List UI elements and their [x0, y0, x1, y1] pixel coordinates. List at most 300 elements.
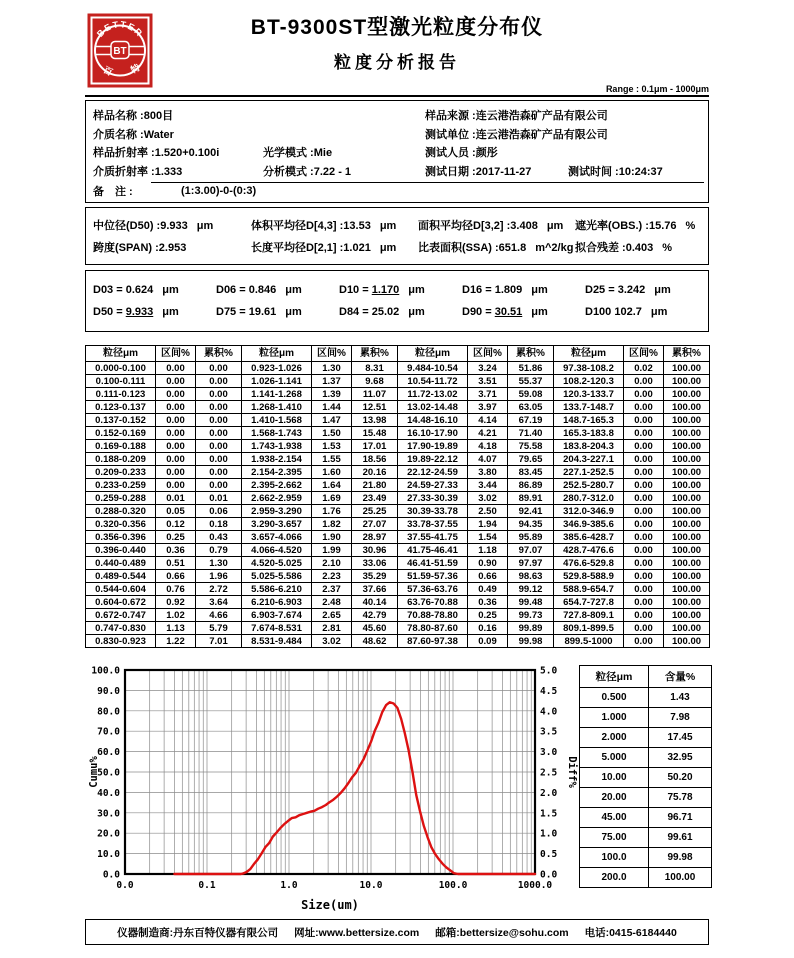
dist-cell-interval: 0.00 — [156, 427, 196, 440]
dist-cell-range: 30.39-33.78 — [398, 505, 468, 518]
x-tick: 10.0 — [359, 880, 383, 891]
bettersize-logo — [87, 13, 153, 88]
dist-cell-range: 70.88-78.80 — [398, 609, 468, 622]
dist-cell-interval: 0.00 — [624, 570, 664, 583]
dist-cell-interval: 0.00 — [624, 479, 664, 492]
dist-cell-range: 0.672-0.747 — [86, 609, 156, 622]
field-medium-ri: 介质折射率 :1.333 — [93, 165, 183, 178]
dist-cell-range: 57.36-63.76 — [398, 583, 468, 596]
percentile-d25: D25 = 3.242 μm — [585, 284, 671, 296]
dist-cell-cumulative: 0.00 — [196, 479, 242, 492]
dist-cell-cumulative: 1.30 — [196, 557, 242, 570]
dist-row — [86, 518, 710, 531]
dist-cell-interval: 3.02 — [312, 635, 352, 648]
footer-item: 仪器制造商:丹东百特仪器有限公司 — [117, 926, 279, 939]
dist-cell-interval: 0.90 — [468, 557, 508, 570]
content-header-percent: 含量% — [649, 666, 712, 688]
report-subtitle: 粒度分析报告 — [334, 53, 460, 72]
percentile-d84: D84 = 25.02 μm — [339, 306, 425, 318]
dist-cell-cumulative: 100.00 — [664, 492, 710, 505]
dist-row — [86, 557, 710, 570]
dist-cell-interval: 0.00 — [156, 440, 196, 453]
y-left-axis-label: Cumu% — [88, 756, 100, 788]
dist-header-cumulative: 累积% — [196, 346, 242, 362]
dist-cell-range: 0.356-0.396 — [86, 531, 156, 544]
dist-row — [86, 427, 710, 440]
dist-cell-interval: 1.13 — [156, 622, 196, 635]
dist-cell-cumulative: 23.49 — [352, 492, 398, 505]
dist-cell-interval: 0.92 — [156, 596, 196, 609]
dist-cell-range: 7.674-8.531 — [242, 622, 312, 635]
dist-cell-interval: 4.18 — [468, 440, 508, 453]
dist-cell-interval: 1.82 — [312, 518, 352, 531]
logo-arc-text: BETTER — [94, 19, 146, 39]
dist-cell-interval: 0.05 — [156, 505, 196, 518]
y-left-tick: 10.0 — [97, 849, 120, 861]
dist-cell-interval: 0.00 — [624, 518, 664, 531]
dist-cell-interval: 0.00 — [156, 453, 196, 466]
dist-row — [86, 479, 710, 492]
dist-row — [86, 440, 710, 453]
dist-cell-range: 148.7-165.3 — [554, 414, 624, 427]
dist-cell-range: 108.2-120.3 — [554, 375, 624, 388]
dist-cell-interval: 2.81 — [312, 622, 352, 635]
x-tick: 1.0 — [280, 880, 298, 891]
dist-cell-cumulative: 51.86 — [508, 362, 554, 375]
percentile-d90: D90 = 30.51 μm — [462, 306, 548, 318]
dist-cell-range: 6.210-6.903 — [242, 596, 312, 609]
dist-row — [86, 362, 710, 375]
dist-cell-interval: 2.23 — [312, 570, 352, 583]
field-d32: 面积平均径D[3,2] :3.408 μm — [418, 220, 564, 232]
field-test-unit: 测试单位 :连云港浩森矿产品有限公司 — [425, 128, 608, 141]
field-analysis-mode: 分析模式 :7.22 - 1 — [263, 165, 352, 178]
dist-cell-interval: 2.48 — [312, 596, 352, 609]
y-left-tick: 30.0 — [97, 808, 120, 820]
dist-cell-cumulative: 21.80 — [352, 479, 398, 492]
dist-cell-cumulative: 71.40 — [508, 427, 554, 440]
dist-cell-interval: 0.00 — [624, 414, 664, 427]
dist-cell-cumulative: 100.00 — [664, 453, 710, 466]
report-title: BT-9300ST型激光粒度分布仪 — [250, 16, 544, 39]
dist-header-interval: 区间% — [624, 346, 664, 362]
content-table — [579, 665, 712, 888]
dist-cell-range: 183.8-204.3 — [554, 440, 624, 453]
dist-cell-interval: 1.99 — [312, 544, 352, 557]
dist-cell-range: 0.604-0.672 — [86, 596, 156, 609]
dist-cell-cumulative: 100.00 — [664, 440, 710, 453]
dist-cell-range: 1.141-1.268 — [242, 388, 312, 401]
dist-cell-cumulative: 99.89 — [508, 622, 554, 635]
dist-cell-cumulative: 18.56 — [352, 453, 398, 466]
dist-cell-interval: 0.00 — [624, 609, 664, 622]
dist-header-interval: 区间% — [312, 346, 352, 362]
content-row — [580, 748, 712, 768]
field-obscuration: 遮光率(OBS.) :15.76 % — [575, 220, 696, 232]
dist-cell-range: 0.169-0.188 — [86, 440, 156, 453]
content-row — [580, 708, 712, 728]
dist-cell-range: 120.3-133.7 — [554, 388, 624, 401]
dist-cell-cumulative: 98.63 — [508, 570, 554, 583]
distribution-table — [85, 345, 710, 648]
dist-cell-interval: 1.94 — [468, 518, 508, 531]
dist-cell-interval: 1.02 — [156, 609, 196, 622]
header-divider — [85, 95, 709, 97]
dist-cell-interval: 0.00 — [624, 544, 664, 557]
dist-cell-cumulative: 28.97 — [352, 531, 398, 544]
dist-cell-cumulative: 59.08 — [508, 388, 554, 401]
dist-row — [86, 492, 710, 505]
dist-cell-cumulative: 0.00 — [196, 375, 242, 388]
dist-cell-interval: 0.00 — [624, 583, 664, 596]
dist-cell-interval: 0.01 — [156, 492, 196, 505]
dist-cell-interval: 0.00 — [156, 414, 196, 427]
y-right-tick: 3.5 — [540, 726, 558, 738]
percentile-d75: D75 = 19.61 μm — [216, 306, 302, 318]
dist-cell-range: 78.80-87.60 — [398, 622, 468, 635]
dist-cell-range: 5.586-6.210 — [242, 583, 312, 596]
dist-cell-range: 0.123-0.137 — [86, 401, 156, 414]
dist-cell-cumulative: 100.00 — [664, 375, 710, 388]
dist-row — [86, 583, 710, 596]
dist-header-size: 粒径μm — [242, 346, 312, 362]
dist-cell-interval: 1.37 — [312, 375, 352, 388]
dist-cell-range: 33.78-37.55 — [398, 518, 468, 531]
dist-cell-cumulative: 0.00 — [196, 388, 242, 401]
dist-cell-range: 476.6-529.8 — [554, 557, 624, 570]
footer-bar — [85, 919, 709, 945]
remark-value: (1:3.00)-0-(0:3) — [151, 182, 704, 200]
dist-cell-range: 1.410-1.568 — [242, 414, 312, 427]
dist-cell-cumulative: 12.51 — [352, 401, 398, 414]
y-right-tick: 2.0 — [540, 787, 558, 799]
dist-cell-cumulative: 97.97 — [508, 557, 554, 570]
footer-item: 邮箱:bettersize@sohu.com — [435, 926, 569, 939]
field-d43: 体积平均径D[4,3] :13.53 μm — [251, 220, 397, 232]
dist-cell-interval: 1.22 — [156, 635, 196, 648]
content-cell-size: 45.00 — [580, 808, 649, 828]
dist-cell-range: 3.290-3.657 — [242, 518, 312, 531]
dist-row — [86, 375, 710, 388]
dist-cell-range: 87.60-97.38 — [398, 635, 468, 648]
dist-cell-interval: 0.25 — [156, 531, 196, 544]
field-sample-name: 样品名称 :800目 — [93, 110, 174, 123]
dist-cell-cumulative: 0.00 — [196, 427, 242, 440]
dist-cell-interval: 1.50 — [312, 427, 352, 440]
y-right-tick: 2.5 — [540, 767, 558, 779]
dist-cell-cumulative: 37.66 — [352, 583, 398, 596]
dist-cell-cumulative: 83.45 — [508, 466, 554, 479]
field-d21: 长度平均径D[2,1] :1.021 μm — [251, 242, 397, 254]
dist-cell-range: 51.59-57.36 — [398, 570, 468, 583]
dist-cell-range: 0.209-0.233 — [86, 466, 156, 479]
dist-cell-range: 4.066-4.520 — [242, 544, 312, 557]
dist-cell-interval: 3.24 — [468, 362, 508, 375]
dist-cell-interval: 0.00 — [624, 466, 664, 479]
dist-header-size: 粒径μm — [398, 346, 468, 362]
dist-cell-cumulative: 1.96 — [196, 570, 242, 583]
dist-cell-interval: 3.02 — [468, 492, 508, 505]
dist-cell-cumulative: 100.00 — [664, 388, 710, 401]
dist-cell-cumulative: 0.79 — [196, 544, 242, 557]
dist-header-interval: 区间% — [468, 346, 508, 362]
dist-cell-interval: 4.21 — [468, 427, 508, 440]
percentile-d06: D06 = 0.846 μm — [216, 284, 302, 296]
dist-row — [86, 596, 710, 609]
summary-row — [93, 236, 708, 258]
dist-cell-cumulative: 100.00 — [664, 544, 710, 557]
content-table-body — [580, 688, 712, 888]
field-medium-name: 介质名称 :Water — [93, 128, 174, 141]
dist-cell-range: 97.38-108.2 — [554, 362, 624, 375]
dist-cell-interval: 0.00 — [156, 479, 196, 492]
dist-cell-range: 19.89-22.12 — [398, 453, 468, 466]
dist-cell-cumulative: 7.01 — [196, 635, 242, 648]
dist-cell-cumulative: 0.01 — [196, 492, 242, 505]
dist-cell-range: 133.7-148.7 — [554, 401, 624, 414]
diff-curve — [174, 702, 535, 874]
content-row — [580, 868, 712, 888]
info-row — [93, 162, 708, 181]
dist-cell-range: 280.7-312.0 — [554, 492, 624, 505]
x-tick: 1000.0 — [517, 880, 553, 891]
dist-cell-interval: 0.00 — [624, 375, 664, 388]
percentile-d03: D03 = 0.624 μm — [93, 284, 179, 296]
dist-cell-range: 0.152-0.169 — [86, 427, 156, 440]
field-sample-ri: 样品折射率 :1.520+0.100i — [93, 147, 220, 160]
field-ssa: 比表面积(SSA) :651.8 m^2/kg — [418, 242, 574, 254]
field-span: 跨度(SPAN) :2.953 — [93, 242, 187, 254]
dist-cell-range: 2.395-2.662 — [242, 479, 312, 492]
dist-cell-interval: 3.44 — [468, 479, 508, 492]
dist-cell-range: 1.568-1.743 — [242, 427, 312, 440]
dist-cell-interval: 0.00 — [156, 466, 196, 479]
dist-cell-cumulative: 0.06 — [196, 505, 242, 518]
dist-cell-interval: 0.09 — [468, 635, 508, 648]
dist-header-size: 粒径μm — [554, 346, 624, 362]
dist-cell-interval: 0.76 — [156, 583, 196, 596]
dist-cell-cumulative: 63.05 — [508, 401, 554, 414]
x-tick: 0.0 — [116, 880, 134, 891]
dist-cell-cumulative: 0.18 — [196, 518, 242, 531]
dist-cell-cumulative: 35.29 — [352, 570, 398, 583]
sample-info-box — [85, 100, 709, 203]
dist-cell-cumulative: 99.48 — [508, 596, 554, 609]
dist-cell-interval: 0.00 — [624, 622, 664, 635]
dist-cell-interval: 0.00 — [624, 531, 664, 544]
dist-cell-range: 0.320-0.356 — [86, 518, 156, 531]
dist-row — [86, 531, 710, 544]
dist-cell-range: 529.8-588.9 — [554, 570, 624, 583]
dist-cell-range: 10.54-11.72 — [398, 375, 468, 388]
dist-cell-cumulative: 15.48 — [352, 427, 398, 440]
dist-cell-cumulative: 99.98 — [508, 635, 554, 648]
dist-cell-range: 0.233-0.259 — [86, 479, 156, 492]
dist-cell-interval: 0.25 — [468, 609, 508, 622]
percentile-d16: D16 = 1.809 μm — [462, 284, 548, 296]
dist-cell-range: 346.9-385.6 — [554, 518, 624, 531]
dist-cell-cumulative: 100.00 — [664, 596, 710, 609]
dist-cell-interval: 0.00 — [156, 401, 196, 414]
dist-cell-interval: 1.60 — [312, 466, 352, 479]
content-row — [580, 788, 712, 808]
y-right-tick: 4.5 — [540, 685, 558, 697]
dist-cell-cumulative: 4.66 — [196, 609, 242, 622]
dist-cell-range: 588.9-654.7 — [554, 583, 624, 596]
dist-cell-cumulative: 20.16 — [352, 466, 398, 479]
dist-cell-interval: 0.00 — [624, 635, 664, 648]
dist-header-size: 粒径μm — [86, 346, 156, 362]
dist-cell-interval: 0.00 — [624, 596, 664, 609]
percentiles-row — [93, 279, 708, 301]
dist-cell-interval: 0.00 — [624, 388, 664, 401]
dist-cell-interval: 1.90 — [312, 531, 352, 544]
distribution-table-head — [86, 346, 710, 362]
dist-header-cumulative: 累积% — [664, 346, 710, 362]
dist-cell-cumulative: 79.65 — [508, 453, 554, 466]
dist-cell-cumulative: 95.89 — [508, 531, 554, 544]
dist-cell-cumulative: 100.00 — [664, 362, 710, 375]
content-row — [580, 808, 712, 828]
dist-cell-range: 0.396-0.440 — [86, 544, 156, 557]
dist-cell-range: 0.440-0.489 — [86, 557, 156, 570]
dist-row — [86, 570, 710, 583]
dist-cell-cumulative: 8.31 — [352, 362, 398, 375]
dist-cell-interval: 0.00 — [156, 388, 196, 401]
dist-cell-cumulative: 55.37 — [508, 375, 554, 388]
percentile-d100: D100 102.7 μm — [585, 306, 668, 318]
dist-row — [86, 622, 710, 635]
dist-cell-cumulative: 2.72 — [196, 583, 242, 596]
dist-header-interval: 区间% — [156, 346, 196, 362]
dist-cell-cumulative: 100.00 — [664, 427, 710, 440]
content-cell-size: 100.0 — [580, 848, 649, 868]
dist-cell-range: 204.3-227.1 — [554, 453, 624, 466]
dist-cell-interval: 0.66 — [468, 570, 508, 583]
percentile-d10: D10 = 1.170 μm — [339, 284, 425, 296]
content-cell-size: 20.00 — [580, 788, 649, 808]
dist-cell-cumulative: 48.62 — [352, 635, 398, 648]
y-right-tick: 0.0 — [540, 869, 558, 881]
dist-cell-range: 0.288-0.320 — [86, 505, 156, 518]
content-cell-size: 0.500 — [580, 688, 649, 708]
dist-cell-range: 0.259-0.288 — [86, 492, 156, 505]
y-right-tick: 4.0 — [540, 706, 558, 718]
content-cell-percent: 1.43 — [649, 688, 712, 708]
y-right-tick: 3.0 — [540, 747, 558, 759]
y-right-tick: 5.0 — [540, 665, 558, 677]
info-row — [93, 143, 708, 162]
dist-cell-interval: 2.50 — [468, 505, 508, 518]
dist-cell-range: 0.188-0.209 — [86, 453, 156, 466]
dist-cell-cumulative: 100.00 — [664, 570, 710, 583]
summary-row — [93, 214, 708, 236]
dist-cell-interval: 1.44 — [312, 401, 352, 414]
x-axis-label: Size(um) — [301, 898, 359, 912]
report-header — [85, 0, 709, 95]
dist-cell-range: 11.72-13.02 — [398, 388, 468, 401]
dist-cell-cumulative: 100.00 — [664, 479, 710, 492]
dist-cell-cumulative: 100.00 — [664, 401, 710, 414]
dist-cell-cumulative: 13.98 — [352, 414, 398, 427]
dist-cell-cumulative: 100.00 — [664, 518, 710, 531]
dist-cell-range: 385.6-428.7 — [554, 531, 624, 544]
title-block — [85, 0, 709, 76]
distribution-table-body — [86, 362, 710, 648]
dist-cell-cumulative: 100.00 — [664, 466, 710, 479]
dist-cell-range: 809.1-899.5 — [554, 622, 624, 635]
dist-cell-range: 0.000-0.100 — [86, 362, 156, 375]
dist-cell-interval: 2.65 — [312, 609, 352, 622]
dist-cell-range: 899.5-1000 — [554, 635, 624, 648]
content-cell-size: 5.000 — [580, 748, 649, 768]
content-row — [580, 848, 712, 868]
y-right-tick: 1.0 — [540, 828, 558, 840]
dist-cell-range: 3.657-4.066 — [242, 531, 312, 544]
dist-cell-cumulative: 89.91 — [508, 492, 554, 505]
dist-cell-range: 13.02-14.48 — [398, 401, 468, 414]
dist-cell-range: 165.3-183.8 — [554, 427, 624, 440]
dist-cell-cumulative: 100.00 — [664, 609, 710, 622]
dist-row — [86, 544, 710, 557]
dist-cell-range: 2.959-3.290 — [242, 505, 312, 518]
footer-item: 电话:0415-6184440 — [584, 926, 677, 939]
dist-cell-range: 37.55-41.75 — [398, 531, 468, 544]
y-left-tick: 60.0 — [97, 747, 120, 759]
dist-cell-cumulative: 11.07 — [352, 388, 398, 401]
dist-cell-interval: 1.18 — [468, 544, 508, 557]
dist-row — [86, 401, 710, 414]
dist-cell-interval: 0.00 — [624, 505, 664, 518]
dist-cell-cumulative: 99.73 — [508, 609, 554, 622]
dist-cell-cumulative: 0.00 — [196, 440, 242, 453]
y-left-tick: 0.0 — [102, 869, 120, 881]
dist-row — [86, 466, 710, 479]
dist-cell-cumulative: 45.60 — [352, 622, 398, 635]
y-left-tick: 70.0 — [97, 726, 120, 738]
dist-cell-range: 14.48-16.10 — [398, 414, 468, 427]
dist-cell-interval: 0.66 — [156, 570, 196, 583]
dist-cell-range: 9.484-10.54 — [398, 362, 468, 375]
dist-cell-range: 727.8-809.1 — [554, 609, 624, 622]
dist-cell-interval: 1.39 — [312, 388, 352, 401]
content-cell-size: 75.00 — [580, 828, 649, 848]
dist-cell-interval: 0.02 — [624, 362, 664, 375]
dist-cell-interval: 0.36 — [468, 596, 508, 609]
dist-cell-interval: 0.00 — [624, 401, 664, 414]
dist-cell-range: 654.7-727.8 — [554, 596, 624, 609]
dist-cell-range: 0.830-0.923 — [86, 635, 156, 648]
dist-row — [86, 388, 710, 401]
dist-row — [86, 414, 710, 427]
dist-cell-interval: 0.16 — [468, 622, 508, 635]
dist-cell-interval: 1.64 — [312, 479, 352, 492]
content-table-head — [580, 666, 712, 688]
dist-cell-interval: 0.00 — [624, 440, 664, 453]
dist-cell-range: 0.111-0.123 — [86, 388, 156, 401]
content-cell-size: 2.000 — [580, 728, 649, 748]
distribution-chart — [85, 662, 579, 914]
dist-cell-interval: 2.37 — [312, 583, 352, 596]
dist-cell-cumulative: 100.00 — [664, 583, 710, 596]
dist-cell-interval: 3.71 — [468, 388, 508, 401]
y-left-tick: 20.0 — [97, 828, 120, 840]
dist-cell-range: 0.747-0.830 — [86, 622, 156, 635]
field-test-date: 测试日期 :2017-11-27 — [425, 165, 532, 178]
info-row — [93, 125, 708, 144]
dist-cell-cumulative: 86.89 — [508, 479, 554, 492]
dist-cell-range: 0.489-0.544 — [86, 570, 156, 583]
